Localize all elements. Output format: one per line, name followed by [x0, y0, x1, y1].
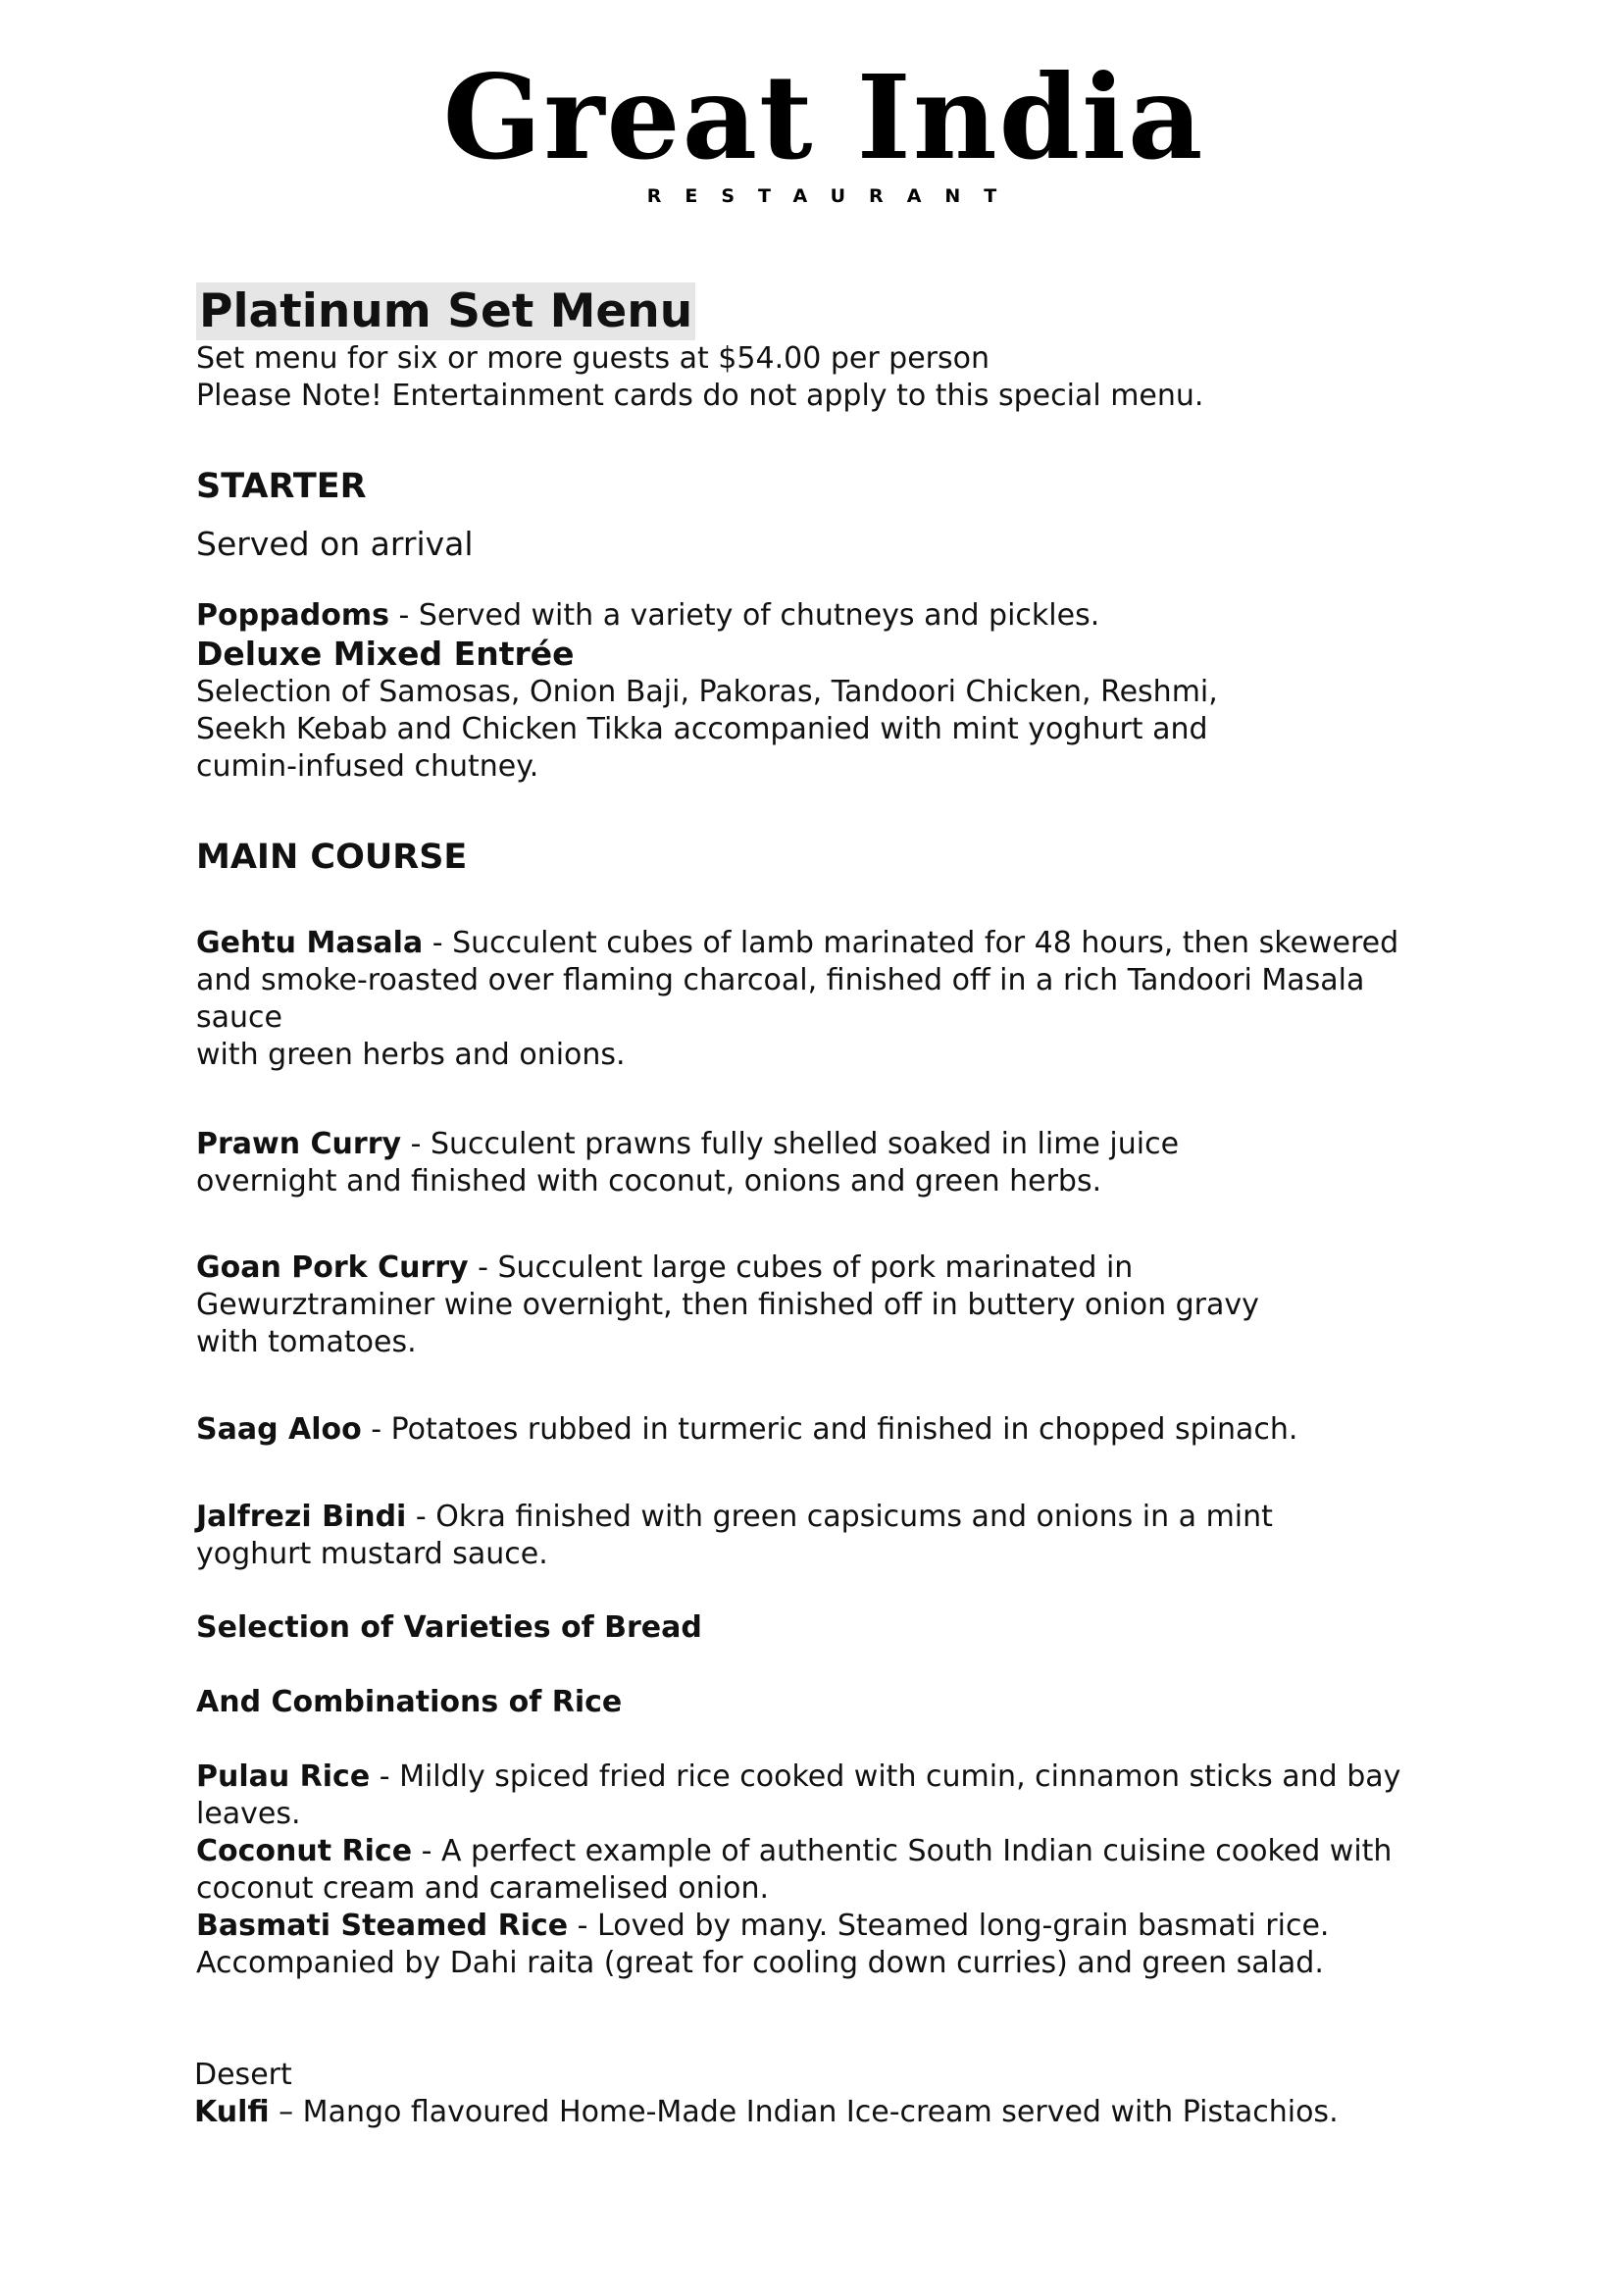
saag-name: Saag Aloo — [196, 1412, 362, 1447]
coconut-item — [196, 1833, 1442, 1870]
main-course-heading: MAIN COURSE — [196, 838, 468, 877]
bindi-name: Jalfrezi Bindi — [196, 1500, 407, 1534]
entree-desc-line: Selection of Samosas, Onion Baji, Pakoras, Tandoori Chicken, Reshmi, — [196, 675, 1218, 709]
starter-served: Served on arrival — [196, 525, 474, 563]
poppadoms-item — [196, 597, 1442, 635]
gehtu-desc: - Succulent cubes of lamb marinated for 48 hours, then skewered — [423, 926, 1399, 960]
entree-desc-line: cumin-infused chutney. — [196, 749, 539, 784]
coconut-name: Coconut Rice — [196, 1834, 413, 1868]
bindi-item — [196, 1499, 1442, 1536]
menu-note: Please Note! Entertainment cards do not apply to this special menu. — [196, 379, 1204, 413]
logo-subtitle: RESTAURANT — [646, 185, 1021, 207]
prawn-desc-line: overnight and finished with coconut, onions and green herbs. — [196, 1164, 1102, 1198]
bindi-desc: - Okra finished with green capsicums and onions in a mint — [406, 1500, 1273, 1534]
prawn-item — [196, 1126, 1442, 1163]
poppadoms-desc: - Served with a variety of chutneys and pickles. — [389, 598, 1100, 633]
pork-desc-line: Gewurztraminer wine overnight, then finished off in buttery onion gravy — [196, 1288, 1259, 1322]
logo-title: Great India — [442, 49, 1205, 185]
kulfi-desc: – Mango flavoured Home-Made Indian Ice-cream served with Pistachios. — [269, 2095, 1339, 2129]
gehtu-desc-line: with green herbs and onions. — [196, 1038, 626, 1072]
gehtu-desc-line: sauce — [196, 1000, 282, 1035]
pork-desc-line: with tomatoes. — [196, 1325, 417, 1359]
basmati-item — [196, 1908, 1442, 1945]
pulau-desc-line: leaves. — [196, 1797, 301, 1831]
kulfi-name: Kulfi — [194, 2095, 270, 2129]
prawn-name: Prawn Curry — [196, 1127, 402, 1161]
gehtu-item — [196, 925, 1442, 962]
pork-item — [196, 1249, 1442, 1287]
menu-title: Platinum Set Menu — [196, 282, 695, 340]
entree-name: Deluxe Mixed Entrée — [196, 635, 575, 673]
pulau-name: Pulau Rice — [196, 1759, 371, 1794]
basmati-desc: - Loved by many. Steamed long-grain basmati rice. — [568, 1909, 1330, 1943]
pulau-desc: - Mildly spiced fried rice cooked with cumin, cinnamon sticks and bay — [370, 1759, 1401, 1794]
pulau-item — [196, 1759, 1442, 1796]
kulfi-item — [194, 2094, 1442, 2131]
prawn-desc: - Succulent prawns fully shelled soaked in lime juice — [401, 1127, 1180, 1161]
menu-content — [196, 282, 1442, 2131]
saag-item — [196, 1411, 1442, 1449]
gehtu-name: Gehtu Masala — [196, 926, 424, 960]
poppadoms-name: Poppadoms — [196, 598, 389, 633]
restaurant-logo — [0, 49, 1624, 207]
saag-desc: - Potatoes rubbed in turmeric and finished in chopped spinach. — [361, 1412, 1298, 1447]
pork-desc: - Succulent large cubes of pork marinated in — [468, 1250, 1134, 1285]
dessert-heading: Desert — [194, 2058, 292, 2092]
coconut-desc-line: coconut cream and caramelised onion. — [196, 1871, 769, 1906]
menu-intro: Set menu for six or more guests at $54.00 per person — [196, 341, 990, 376]
basmati-name: Basmati Steamed Rice — [196, 1909, 569, 1943]
starter-heading: STARTER — [196, 467, 367, 506]
gehtu-desc-line: and smoke-roasted over flaming charcoal, finished off in a rich Tandoori Masala — [196, 963, 1365, 997]
rice-combo-line: And Combinations of Rice — [196, 1685, 623, 1719]
bread-line: Selection of Varieties of Bread — [196, 1610, 702, 1645]
coconut-desc: - A perfect example of authentic South Indian cuisine cooked with — [412, 1834, 1393, 1868]
accompaniment-line: Accompanied by Dahi raita (great for cooling down curries) and green salad. — [196, 1946, 1324, 1980]
entree-desc-line: Seekh Kebab and Chicken Tikka accompanied with mint yoghurt and — [196, 712, 1208, 746]
bindi-desc-line: yoghurt mustard sauce. — [196, 1537, 548, 1571]
pork-name: Goan Pork Curry — [196, 1250, 469, 1285]
